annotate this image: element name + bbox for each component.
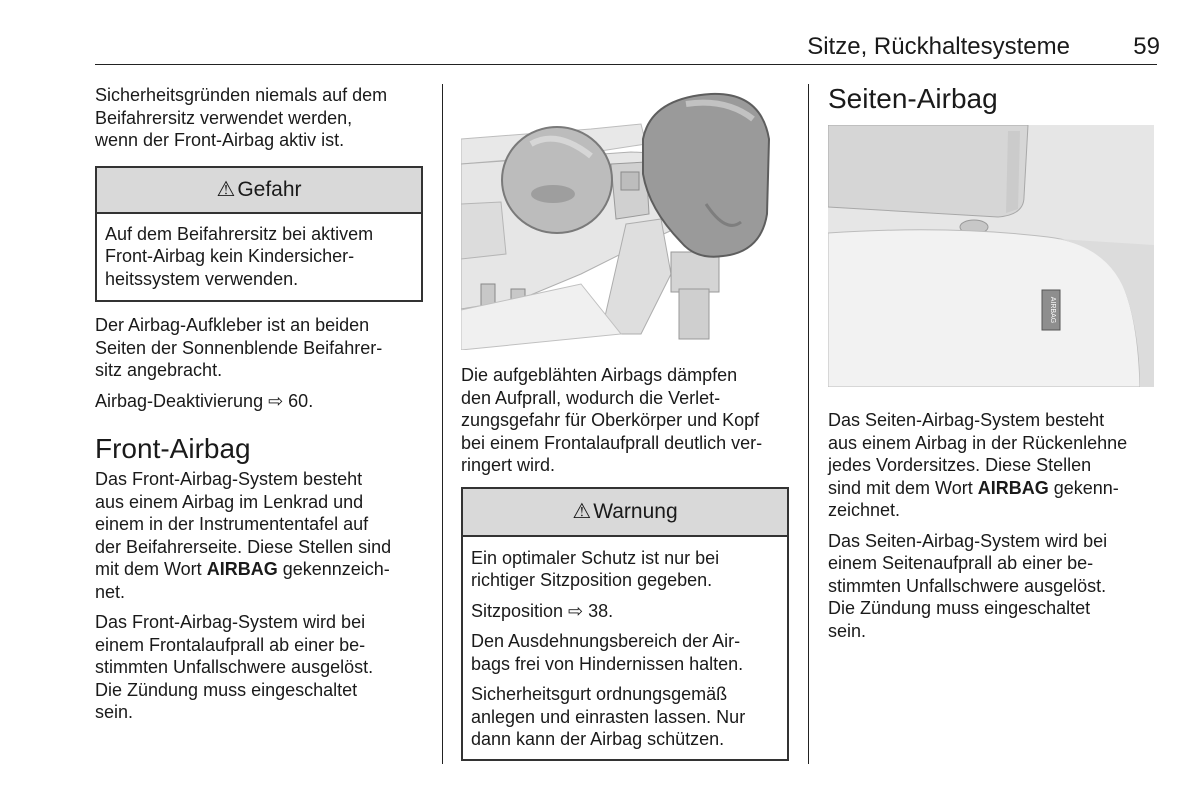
text-line: Sicherheitsgurt ordnungsgemäß bbox=[471, 684, 728, 704]
text-line: dann kann der Airbag schützen. bbox=[471, 729, 725, 749]
column-right bbox=[828, 82, 1158, 650]
text-line: sein. bbox=[828, 620, 867, 641]
text-line: Airbag-Deaktivierung ⇨ 60. bbox=[95, 390, 314, 411]
deactivation-reference bbox=[95, 390, 425, 413]
text-line: ringert wird. bbox=[461, 455, 556, 475]
danger-title: Gefahr bbox=[237, 177, 302, 201]
front-airbag-paragraph-1 bbox=[95, 468, 425, 603]
danger-box-header bbox=[97, 168, 421, 214]
side-airbag-heading: Seiten-Airbag bbox=[828, 83, 998, 114]
text-line: sein. bbox=[95, 702, 134, 722]
warning-paragraph bbox=[471, 683, 779, 751]
inline-text: gekenn- bbox=[1053, 477, 1119, 498]
text-line: Sicherheitsgründen niemals auf dem bbox=[95, 85, 388, 105]
text-line: der Beifahrerseite. Diese Stellen sind bbox=[95, 536, 392, 557]
side-airbag-paragraph-1 bbox=[828, 409, 1158, 522]
text-line: Die aufgeblähten Airbags dämpfen bbox=[461, 365, 738, 385]
warning-paragraph bbox=[471, 630, 779, 675]
seat-illustration bbox=[828, 125, 1154, 387]
warning-title: Warnung bbox=[593, 499, 678, 523]
text-line: heitssystem verwenden. bbox=[105, 268, 299, 289]
text-line: Beifahrersitz verwendet werden, bbox=[95, 107, 353, 128]
inline-text: mit dem Wort bbox=[95, 559, 202, 579]
text-line: den Aufprall, wodurch die Verlet- bbox=[461, 387, 721, 408]
warning-paragraph bbox=[471, 547, 779, 592]
text-line: wenn der Front-Airbag aktiv ist. bbox=[95, 130, 345, 150]
inline-text: gekennzeich- bbox=[282, 559, 390, 579]
text-line: Sitzposition ⇨ 38. bbox=[471, 600, 614, 621]
text-line: zungsgefahr für Oberkörper und Kopf bbox=[461, 410, 760, 430]
warning-paragraph bbox=[471, 600, 779, 623]
front-airbag-heading: Front-Airbag bbox=[95, 433, 251, 464]
column-divider-left bbox=[442, 84, 443, 764]
text-line: Der Airbag-Aufkleber ist an beiden bbox=[95, 315, 370, 335]
text-line: einem in der Instrumententafel auf bbox=[95, 514, 369, 534]
text-line: Das Front-Airbag-System besteht bbox=[95, 469, 363, 489]
column-middle bbox=[461, 84, 791, 761]
intro-paragraph bbox=[95, 84, 425, 152]
text-line: Seiten der Sonnenblende Beifahrer- bbox=[95, 337, 383, 358]
text-line: sitz angebracht. bbox=[95, 360, 223, 380]
side-airbag-paragraph-2 bbox=[828, 530, 1158, 643]
text-line: anlegen und einrasten lassen. Nur bbox=[471, 706, 746, 727]
warning-triangle-icon: ⚠ bbox=[216, 177, 236, 201]
text-line: Die Zündung muss eingeschaltet bbox=[828, 598, 1091, 618]
text-line: jedes Vordersitzes. Diese Stellen bbox=[828, 455, 1092, 475]
text-line: bags frei von Hindernissen halten. bbox=[471, 653, 744, 674]
header-rule bbox=[95, 64, 1157, 65]
airbag-keyword: AIRBAG bbox=[977, 477, 1049, 498]
danger-box-body bbox=[97, 214, 421, 301]
text-line bbox=[828, 477, 1158, 500]
text-line: Die Zündung muss eingeschaltet bbox=[95, 679, 358, 700]
inline-text: sind mit dem Wort bbox=[828, 477, 973, 498]
text-line: zeichnet. bbox=[828, 500, 901, 520]
text-line: stimmten Unfallschwere ausgelöst. bbox=[95, 657, 374, 677]
page-number: 59 bbox=[1133, 33, 1160, 60]
illustration-caption bbox=[461, 364, 791, 477]
text-line: aus einem Airbag in der Rückenlehne bbox=[828, 432, 1128, 453]
sticker-paragraph bbox=[95, 314, 425, 382]
text-line: richtiger Sitzposition gegeben. bbox=[471, 570, 713, 590]
airbag-tag-label: AIRBAG bbox=[1049, 296, 1056, 324]
warning-box-header bbox=[463, 489, 787, 537]
text-line: Den Ausdehnungsbereich der Air- bbox=[471, 631, 741, 651]
text-line: einem Seitenaufprall ab einer be- bbox=[828, 553, 1094, 573]
text-line: einem Frontalaufprall ab einer be- bbox=[95, 634, 366, 655]
warning-box-body bbox=[463, 537, 787, 759]
text-line bbox=[95, 558, 425, 581]
front-airbag-illustration bbox=[461, 84, 787, 350]
text-line: Das Front-Airbag-System wird bei bbox=[95, 612, 366, 632]
running-header-title: Sitze, Rückhaltesysteme bbox=[807, 33, 1070, 60]
text-line: Das Seiten-Airbag-System wird bei bbox=[828, 530, 1108, 551]
airbag-keyword: AIRBAG bbox=[206, 559, 278, 579]
text-line: bei einem Frontalaufprall deutlich ver- bbox=[461, 432, 763, 453]
text-line: Auf dem Beifahrersitz bei aktivem bbox=[105, 223, 374, 244]
front-airbag-paragraph-2 bbox=[95, 611, 425, 724]
warning-triangle-icon: ⚠ bbox=[572, 499, 592, 523]
warning-box bbox=[461, 487, 789, 761]
text-line: aus einem Airbag im Lenkrad und bbox=[95, 491, 364, 512]
text-line: Front-Airbag kein Kindersicher- bbox=[105, 246, 355, 266]
danger-box bbox=[95, 166, 423, 303]
column-left bbox=[95, 84, 425, 732]
text-line: stimmten Unfallschwere ausgelöst. bbox=[828, 575, 1107, 596]
column-divider-right bbox=[808, 84, 809, 764]
text-line: Ein optimaler Schutz ist nur bei bbox=[471, 547, 720, 568]
text-line: Das Seiten-Airbag-System besteht bbox=[828, 410, 1105, 430]
text-line: net. bbox=[95, 581, 126, 602]
